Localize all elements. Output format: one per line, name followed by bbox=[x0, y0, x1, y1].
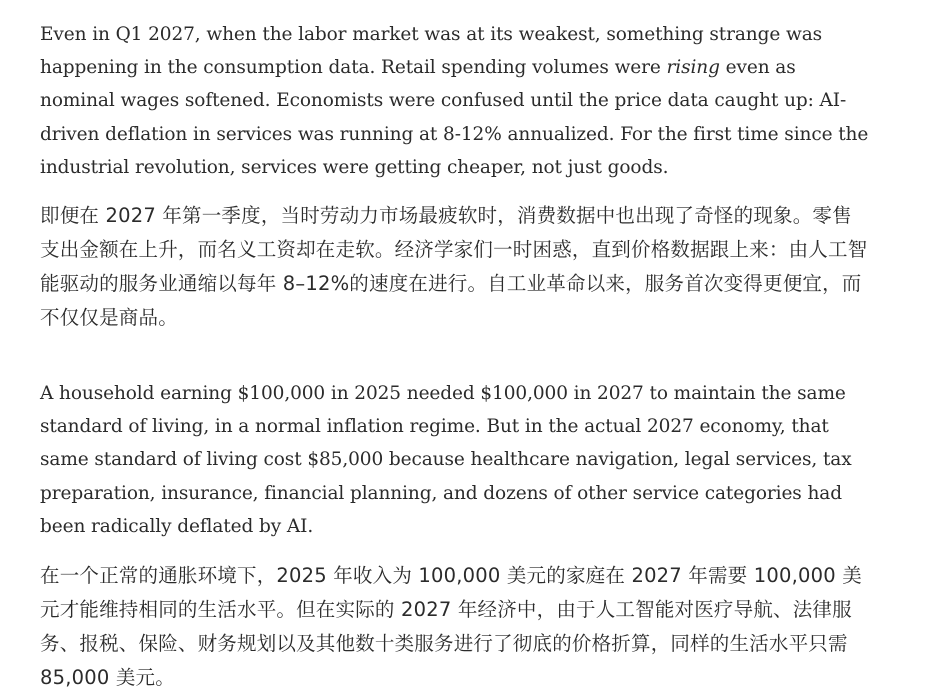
paragraph-english-1-text-end: even as nominal wages softened. Economists were confused until the price data caught up: AI-driven deflation in services was running at 8-12% annualized. For the first time since the industrial revolution, services were getting cheaper, not just goods. bbox=[40, 57, 869, 178]
article-body bbox=[40, 18, 870, 695]
emphasis-rising: rising bbox=[666, 57, 720, 79]
paragraph-chinese-1: 即便在 2027 年第一季度，当时劳动力市场最疲软时，消费数据中也出现了奇怪的现象。零售支出金额在上升，而名义工资却在走软。经济学家们一时困惑，直到价格数据跟上来：由人工智能驱动的服务业通缩以每年 8–12%的速度在进行。自工业革命以来，服务首次变得更便宜，而不仅仅是商品。 bbox=[40, 204, 868, 330]
paragraph-english-1-text-start: Even in Q1 2027, when the labor market was at its weakest, something strange was happening in the consumption data. Retail spending volumes were bbox=[40, 24, 823, 79]
paragraph-english-1 bbox=[40, 18, 870, 184]
paragraph-english-2: A household earning $100,000 in 2025 needed $100,000 in 2027 to maintain the same standard of living, in a normal inflation regime. But in the actual 2027 economy, that same standard of living cost $85,000 because healthcare navigation, legal services, tax preparation, insurance, financial planning, and dozens of other service categories had been radically deflated by AI. bbox=[40, 383, 852, 537]
paragraph-chinese-2: 在一个正常的通胀环境下，2025 年收入为 100,000 美元的家庭在 2027 年需要 100,000 美元才能维持相同的生活水平。但在实际的 2027 年经济中，由于人工智能对医疗导航、法律服务、报税、保险、财务规划以及其他数十类服务进行了彻底的价格折算，同样的生活水平只需 85,000 美元。 bbox=[40, 564, 862, 690]
